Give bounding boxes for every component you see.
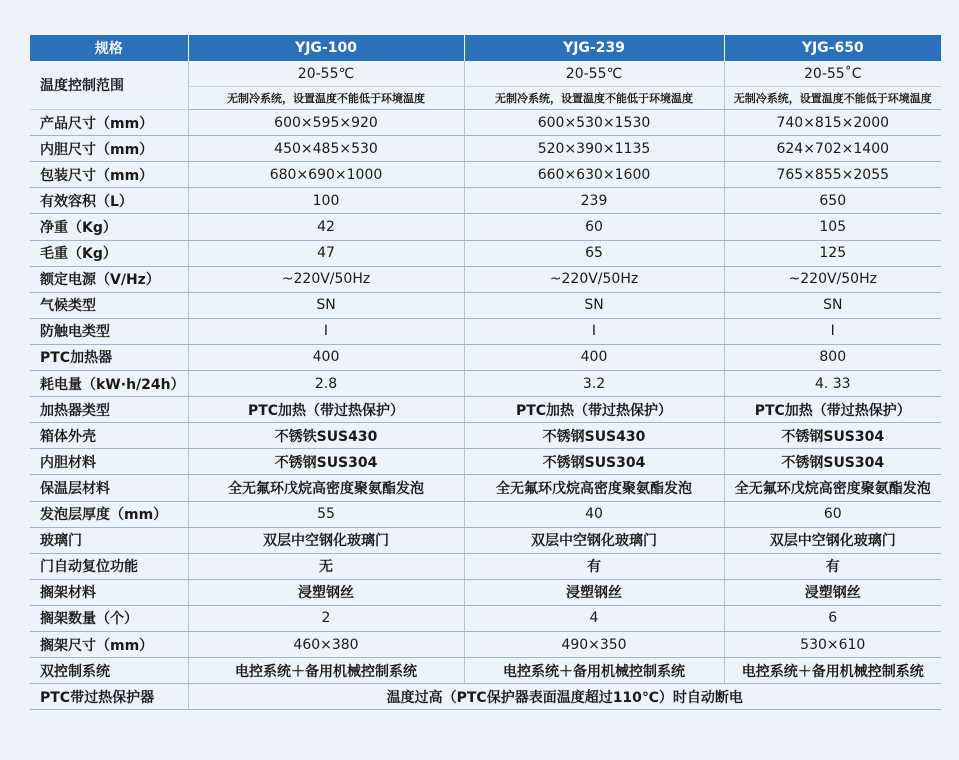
cell-value: 全无氟环戊烷高密度聚氨酯发泡 [464,475,724,501]
row-label: 搁架尺寸（mm） [30,631,188,657]
cell-value: 电控系统＋备用机械控制系统 [724,658,941,684]
row-label: 额定电源（V/Hz） [30,266,188,292]
cell-value: 520×390×1135 [464,136,724,162]
cell-value: 40 [464,501,724,527]
cell-value: ~220V/50Hz [464,266,724,292]
row-label: 内胆尺寸（mm） [30,136,188,162]
cell-value: 800 [724,344,941,370]
row-label: PTC带过热保护器 [30,684,188,710]
cell-value: 47 [188,240,464,266]
cell-value: 239 [464,188,724,214]
cell-value: I [724,318,941,344]
table-body [30,61,941,710]
row-label: 玻璃门 [30,527,188,553]
cell-value: 浸塑钢丝 [724,579,941,605]
header-model: YJG-100 [188,35,464,61]
cell-value: 双层中空钢化玻璃门 [464,527,724,553]
cell-value: 双层中空钢化玻璃门 [724,527,941,553]
cell-value: 6 [724,605,941,631]
cell-value: 55 [188,501,464,527]
cell-value: 双层中空钢化玻璃门 [188,527,464,553]
row-label: 净重（Kg） [30,214,188,240]
row-label: 内胆材料 [30,449,188,475]
cell-value: 680×690×1000 [188,162,464,188]
cell-value: 全无氟环戊烷高密度聚氨酯发泡 [188,475,464,501]
row-label: 温度控制范围 [30,61,188,110]
cell-value: PTC加热（带过热保护） [188,397,464,423]
cell-value: 660×630×1600 [464,162,724,188]
table-row [30,658,941,684]
row-label: 防触电类型 [30,318,188,344]
cell-value: 450×485×530 [188,136,464,162]
cell-value: 3.2 [464,371,724,397]
cell-value: 765×855×2055 [724,162,941,188]
cell-value: PTC加热（带过热保护） [724,397,941,423]
table-row [30,371,941,397]
cell-value: 740×815×2000 [724,110,941,136]
table-row [30,318,941,344]
cell-value: 20-55℃ [464,61,724,87]
header-label: 规格 [30,35,188,61]
cell-value: 490×350 [464,631,724,657]
table-header-row [30,35,941,61]
table-row [30,292,941,318]
cell-value: 42 [188,214,464,240]
cell-value: ~220V/50Hz [188,266,464,292]
row-label: PTC加热器 [30,344,188,370]
cell-value: 125 [724,240,941,266]
table-row [30,136,941,162]
spec-table-container [30,35,941,710]
cell-value: 400 [464,344,724,370]
cell-value: 624×702×1400 [724,136,941,162]
table-row [30,553,941,579]
cell-value: 20-55℃ [188,61,464,87]
row-label: 产品尺寸（mm） [30,110,188,136]
row-label: 加热器类型 [30,397,188,423]
row-label: 气候类型 [30,292,188,318]
row-label: 耗电量（kW·h/24h） [30,371,188,397]
row-label: 保温层材料 [30,475,188,501]
row-label: 双控制系统 [30,658,188,684]
table-row [30,527,941,553]
table-row [30,631,941,657]
table-row [30,605,941,631]
table-row [30,475,941,501]
cell-value: 4. 33 [724,371,941,397]
cell-value: 105 [724,214,941,240]
cell-value: 2.8 [188,371,464,397]
cell-value-merged: 温度过高（PTC保护器表面温度超过110℃）时自动断电 [188,684,941,710]
cell-value: 电控系统＋备用机械控制系统 [188,658,464,684]
row-label: 包装尺寸（mm） [30,162,188,188]
cell-value: SN [188,292,464,318]
cell-value: 不锈钢SUS304 [188,449,464,475]
cell-value: 不锈钢SUS304 [724,423,941,449]
cell-value: 不锈钢SUS304 [464,449,724,475]
cell-value: 浸塑钢丝 [188,579,464,605]
cell-note: 无制冷系统，设置温度不能低于环境温度 [188,87,464,110]
cell-value: 20-55˚C [724,61,941,87]
cell-value: 电控系统＋备用机械控制系统 [464,658,724,684]
cell-note: 无制冷系统，设置温度不能低于环境温度 [724,87,941,110]
cell-value: 无 [188,553,464,579]
spec-table [30,35,941,710]
row-label: 搁架数量（个） [30,605,188,631]
cell-value: 400 [188,344,464,370]
cell-value: SN [464,292,724,318]
cell-note: 无制冷系统，设置温度不能低于环境温度 [464,87,724,110]
table-row [30,423,941,449]
cell-value: 有 [724,553,941,579]
table-row [30,240,941,266]
cell-value: 不锈铁SUS430 [188,423,464,449]
cell-value: 有 [464,553,724,579]
cell-value: 100 [188,188,464,214]
cell-value: 60 [464,214,724,240]
cell-value: 浸塑钢丝 [464,579,724,605]
header-model: YJG-650 [724,35,941,61]
table-row [30,501,941,527]
cell-value: ~220V/50Hz [724,266,941,292]
cell-value: 不锈钢SUS430 [464,423,724,449]
row-label: 有效容积（L） [30,188,188,214]
row-label: 搁架材料 [30,579,188,605]
table-row [30,266,941,292]
cell-value: 650 [724,188,941,214]
cell-value: 4 [464,605,724,631]
table-row-temperature [30,61,941,87]
table-row [30,110,941,136]
row-label: 门自动复位功能 [30,553,188,579]
cell-value: I [188,318,464,344]
table-row-ptc-protector [30,684,941,710]
table-row [30,397,941,423]
cell-value: 2 [188,605,464,631]
row-label: 毛重（Kg） [30,240,188,266]
cell-value: 600×530×1530 [464,110,724,136]
cell-value: 全无氟环戊烷高密度聚氨酯发泡 [724,475,941,501]
cell-value: 60 [724,501,941,527]
cell-value: SN [724,292,941,318]
header-model: YJG-239 [464,35,724,61]
table-row [30,344,941,370]
table-row [30,188,941,214]
table-row [30,162,941,188]
cell-value: 460×380 [188,631,464,657]
table-row [30,449,941,475]
cell-value: 530×610 [724,631,941,657]
cell-value: 600×595×920 [188,110,464,136]
cell-value: 不锈钢SUS304 [724,449,941,475]
cell-value: 65 [464,240,724,266]
cell-value: I [464,318,724,344]
row-label: 发泡层厚度（mm） [30,501,188,527]
table-row [30,214,941,240]
cell-value: PTC加热（带过热保护） [464,397,724,423]
table-row [30,579,941,605]
row-label: 箱体外壳 [30,423,188,449]
